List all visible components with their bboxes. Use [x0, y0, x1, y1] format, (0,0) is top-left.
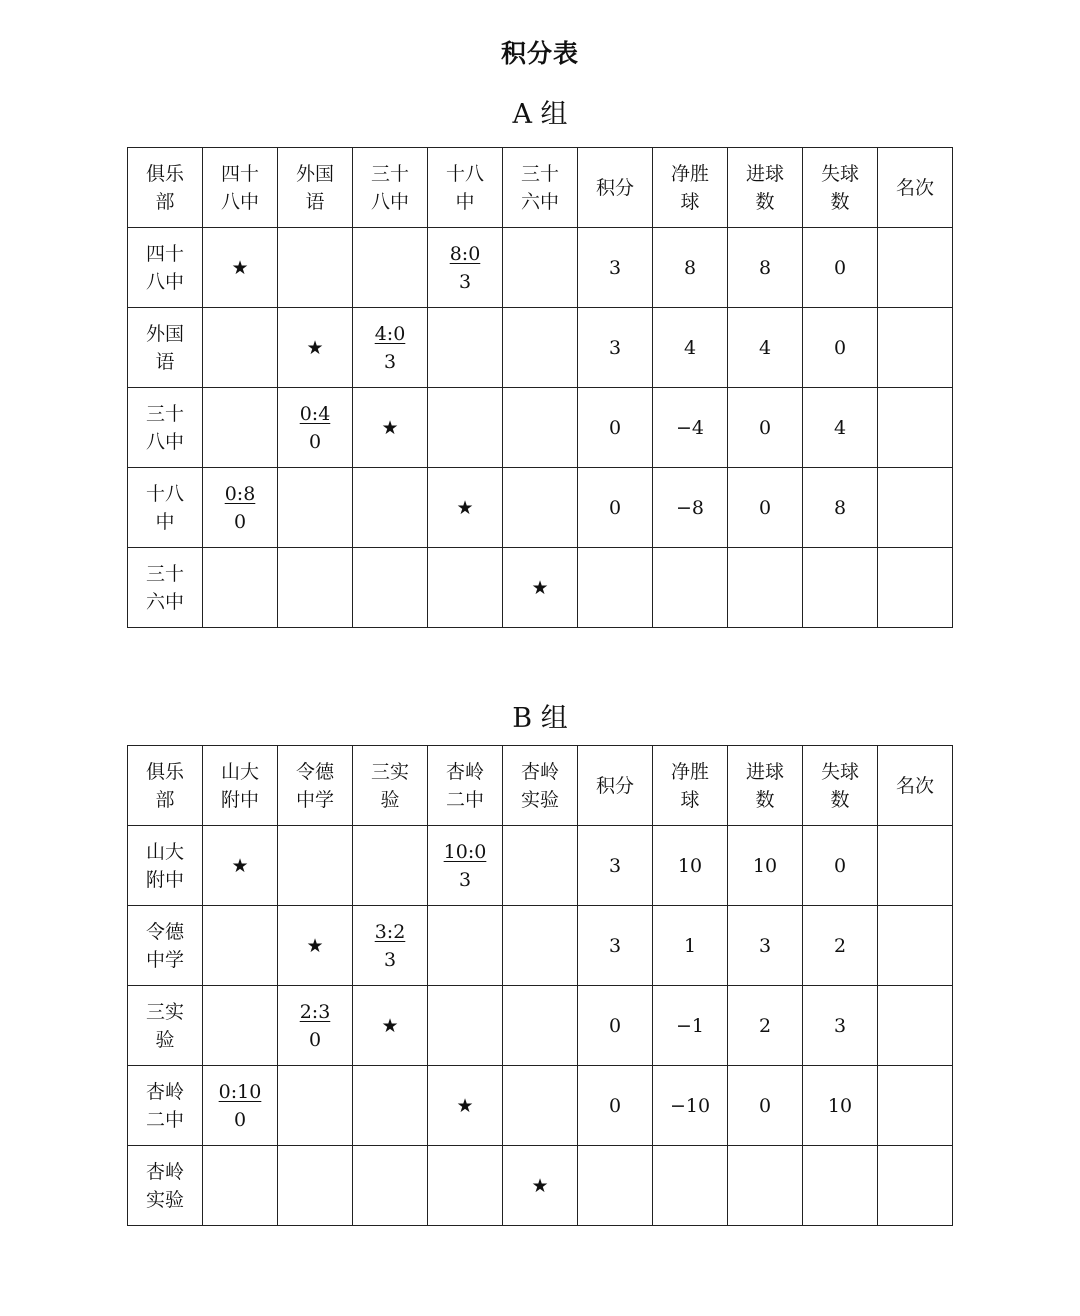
match-result-cell: [428, 228, 503, 308]
cell-line: 失球: [820, 760, 859, 783]
goal-diff-cell: −4: [653, 388, 728, 468]
match-cell: [203, 1146, 278, 1226]
table-row: [128, 308, 953, 388]
club-name-cell: [128, 468, 203, 548]
points-cell: 0: [578, 388, 653, 468]
match-cell: [503, 468, 578, 548]
group-b-title: B 组: [512, 703, 568, 734]
cell-line: 令德: [295, 760, 334, 783]
club-name-cell: [128, 1146, 203, 1226]
cell-line: 中: [155, 510, 175, 533]
match-points: 3: [458, 868, 472, 891]
header-cell: [428, 746, 503, 826]
match-result-cell: [278, 388, 353, 468]
header-cell: [128, 148, 203, 228]
self-match-star: ★: [503, 1146, 578, 1226]
match-score: 8:0: [449, 242, 481, 265]
table-row: [128, 228, 953, 308]
cell-line: 部: [155, 788, 175, 811]
cell-line: 八中: [145, 430, 184, 453]
goal-diff-cell: 8: [653, 228, 728, 308]
match-cell: [278, 548, 353, 628]
club-name-cell: [128, 826, 203, 906]
table-row: [128, 906, 953, 986]
cell-line: 三实: [145, 1000, 184, 1023]
cell-line: 中学: [295, 788, 334, 811]
header-cell: [578, 148, 653, 228]
match-score: 2:3: [299, 1000, 331, 1023]
goals-against-cell: [803, 1146, 878, 1226]
cell-line: 数: [830, 190, 850, 213]
goals-against-cell: 0: [803, 308, 878, 388]
table-row: [128, 468, 953, 548]
club-name-cell: [128, 1066, 203, 1146]
match-result-cell: [428, 826, 503, 906]
points-cell: 0: [578, 1066, 653, 1146]
cell-line: 附中: [220, 788, 259, 811]
rank-cell: [878, 548, 953, 628]
cell-line: 杏岭: [520, 760, 559, 783]
cell-line: 二中: [445, 788, 484, 811]
cell-line: 中: [455, 190, 475, 213]
cell-line: 俱乐: [145, 760, 184, 783]
rank-cell: [878, 308, 953, 388]
match-cell: [353, 228, 428, 308]
match-points: 0: [308, 1028, 322, 1051]
goals-for-cell: [728, 1146, 803, 1226]
match-points: 3: [383, 948, 397, 971]
header-cell: [653, 148, 728, 228]
club-name-cell: [128, 228, 203, 308]
group-b-standings-table: [127, 745, 953, 1226]
cell-line: 三十: [520, 162, 559, 185]
match-cell: [203, 906, 278, 986]
match-cell: [428, 548, 503, 628]
points-cell: 3: [578, 906, 653, 986]
cell-line: 外国: [295, 162, 334, 185]
cell-line: 数: [830, 788, 850, 811]
rank-cell: [878, 228, 953, 308]
match-points: 0: [233, 510, 247, 533]
club-name-cell: [128, 308, 203, 388]
self-match-star: ★: [278, 308, 353, 388]
cell-line: 失球: [820, 162, 859, 185]
match-cell: [353, 548, 428, 628]
match-cell: [278, 1146, 353, 1226]
cell-line: 八中: [370, 190, 409, 213]
cell-line: 语: [305, 190, 325, 213]
match-cell: [503, 388, 578, 468]
goals-for-cell: 10: [728, 826, 803, 906]
self-match-star: ★: [353, 986, 428, 1066]
club-name-cell: [128, 548, 203, 628]
cell-line: 三十: [145, 402, 184, 425]
cell-line: 验: [155, 1028, 175, 1051]
points-cell: 3: [578, 308, 653, 388]
header-cell: [353, 746, 428, 826]
header-cell: [653, 746, 728, 826]
match-cell: [428, 906, 503, 986]
cell-line: 山大: [145, 840, 184, 863]
header-cell: [728, 148, 803, 228]
match-cell: [353, 826, 428, 906]
cell-line: 四十: [145, 242, 184, 265]
cell-line: 实验: [145, 1188, 184, 1211]
goals-for-cell: [728, 548, 803, 628]
match-cell: [203, 986, 278, 1066]
cell-line: 实验: [520, 788, 559, 811]
match-cell: [503, 308, 578, 388]
match-result-cell: [203, 1066, 278, 1146]
cell-line: 三实: [370, 760, 409, 783]
match-cell: [353, 1146, 428, 1226]
club-name-cell: [128, 388, 203, 468]
cell-line: 三十: [370, 162, 409, 185]
points-cell: [578, 1146, 653, 1226]
goals-against-cell: 10: [803, 1066, 878, 1146]
goal-diff-cell: [653, 548, 728, 628]
table-row: [128, 388, 953, 468]
header-cell: [728, 746, 803, 826]
header-cell: [203, 148, 278, 228]
cell-line: 十八: [445, 162, 484, 185]
match-score: 10:0: [443, 840, 487, 863]
match-score: 4:0: [374, 322, 406, 345]
goals-against-cell: 0: [803, 826, 878, 906]
match-cell: [503, 228, 578, 308]
header-cell: [353, 148, 428, 228]
match-result-cell: [353, 906, 428, 986]
match-cell: [203, 388, 278, 468]
header-cell: [428, 148, 503, 228]
cell-line: 杏岭: [145, 1080, 184, 1103]
cell-line: 杏岭: [145, 1160, 184, 1183]
cell-line: 球: [680, 788, 700, 811]
rank-cell: [878, 906, 953, 986]
self-match-star: ★: [203, 228, 278, 308]
header-cell: [128, 746, 203, 826]
points-cell: [578, 548, 653, 628]
cell-line: 进球: [745, 760, 784, 783]
cell-line: 四十: [220, 162, 259, 185]
match-result-cell: [353, 308, 428, 388]
goal-diff-cell: 1: [653, 906, 728, 986]
club-name-cell: [128, 986, 203, 1066]
cell-line: 二中: [145, 1108, 184, 1131]
match-points: 3: [458, 270, 472, 293]
cell-line: 俱乐: [145, 162, 184, 185]
goals-for-cell: 0: [728, 1066, 803, 1146]
points-cell: 0: [578, 468, 653, 548]
goals-against-cell: [803, 548, 878, 628]
match-cell: [503, 826, 578, 906]
rank-cell: [878, 388, 953, 468]
header-cell: [878, 746, 953, 826]
cell-line: 三十: [145, 562, 184, 585]
match-points: 0: [308, 430, 322, 453]
self-match-star: ★: [428, 1066, 503, 1146]
points-cell: 3: [578, 228, 653, 308]
match-points: 3: [383, 350, 397, 373]
group-a-standings-table: [127, 147, 953, 628]
match-cell: [278, 826, 353, 906]
match-cell: [428, 986, 503, 1066]
cell-line: 数: [755, 190, 775, 213]
match-score: 3:2: [374, 920, 406, 943]
cell-line: 八中: [220, 190, 259, 213]
header-cell: [803, 148, 878, 228]
match-cell: [503, 1066, 578, 1146]
table-row: [128, 826, 953, 906]
header-cell: [878, 148, 953, 228]
header-row: [128, 148, 953, 228]
rank-cell: [878, 468, 953, 548]
self-match-star: ★: [278, 906, 353, 986]
match-score: 0:4: [299, 402, 331, 425]
match-cell: [278, 468, 353, 548]
goal-diff-cell: 4: [653, 308, 728, 388]
match-cell: [353, 468, 428, 548]
match-cell: [203, 548, 278, 628]
goals-against-cell: 8: [803, 468, 878, 548]
match-score: 0:10: [218, 1080, 262, 1103]
match-cell: [278, 228, 353, 308]
match-cell: [203, 308, 278, 388]
goal-diff-cell: −8: [653, 468, 728, 548]
self-match-star: ★: [353, 388, 428, 468]
match-cell: [353, 1066, 428, 1146]
table-row: [128, 1146, 953, 1226]
cell-line: 进球: [745, 162, 784, 185]
match-score: 0:8: [224, 482, 256, 505]
goals-for-cell: 0: [728, 388, 803, 468]
cell-line: 语: [155, 350, 175, 373]
cell-line: 数: [755, 788, 775, 811]
header-cell: [278, 148, 353, 228]
goal-diff-cell: 10: [653, 826, 728, 906]
cell-line: 部: [155, 190, 175, 213]
points-cell: 3: [578, 826, 653, 906]
goal-diff-cell: −10: [653, 1066, 728, 1146]
rank-cell: [878, 986, 953, 1066]
match-cell: [428, 388, 503, 468]
goal-diff-cell: −1: [653, 986, 728, 1066]
match-result-cell: [278, 986, 353, 1066]
match-result-cell: [203, 468, 278, 548]
match-cell: [503, 906, 578, 986]
cell-line: 十八: [145, 482, 184, 505]
goals-against-cell: 4: [803, 388, 878, 468]
cell-line: 外国: [145, 322, 184, 345]
club-name-cell: [128, 906, 203, 986]
match-cell: [278, 1066, 353, 1146]
points-cell: 0: [578, 986, 653, 1066]
cell-line: 杏岭: [445, 760, 484, 783]
cell-line: 六中: [145, 590, 184, 613]
match-cell: [428, 308, 503, 388]
rank-cell: [878, 826, 953, 906]
goals-against-cell: 2: [803, 906, 878, 986]
header-cell: [278, 746, 353, 826]
goals-against-cell: 3: [803, 986, 878, 1066]
cell-line: 积分: [595, 176, 634, 199]
self-match-star: ★: [428, 468, 503, 548]
goals-for-cell: 3: [728, 906, 803, 986]
rank-cell: [878, 1146, 953, 1226]
table-row: [128, 548, 953, 628]
table-row: [128, 1066, 953, 1146]
header-cell: [578, 746, 653, 826]
cell-line: 山大: [220, 760, 259, 783]
match-cell: [503, 986, 578, 1066]
group-a-title: A 组: [512, 99, 568, 130]
header-cell: [203, 746, 278, 826]
match-points: 0: [233, 1108, 247, 1131]
cell-line: 球: [680, 190, 700, 213]
cell-line: 积分: [595, 774, 634, 797]
match-cell: [428, 1146, 503, 1226]
goals-against-cell: 0: [803, 228, 878, 308]
cell-line: 净胜: [670, 162, 709, 185]
cell-line: 名次: [895, 774, 934, 797]
self-match-star: ★: [203, 826, 278, 906]
goals-for-cell: 8: [728, 228, 803, 308]
table-row: [128, 986, 953, 1066]
self-match-star: ★: [503, 548, 578, 628]
cell-line: 净胜: [670, 760, 709, 783]
page-title: 积分表: [500, 39, 579, 68]
header-cell: [803, 746, 878, 826]
cell-line: 八中: [145, 270, 184, 293]
header-row: [128, 746, 953, 826]
goals-for-cell: 4: [728, 308, 803, 388]
header-cell: [503, 148, 578, 228]
cell-line: 中学: [145, 948, 184, 971]
cell-line: 名次: [895, 176, 934, 199]
goals-for-cell: 0: [728, 468, 803, 548]
rank-cell: [878, 1066, 953, 1146]
goal-diff-cell: [653, 1146, 728, 1226]
cell-line: 验: [380, 788, 400, 811]
cell-line: 附中: [145, 868, 184, 891]
header-cell: [503, 746, 578, 826]
goals-for-cell: 2: [728, 986, 803, 1066]
cell-line: 六中: [520, 190, 559, 213]
cell-line: 令德: [145, 920, 184, 943]
